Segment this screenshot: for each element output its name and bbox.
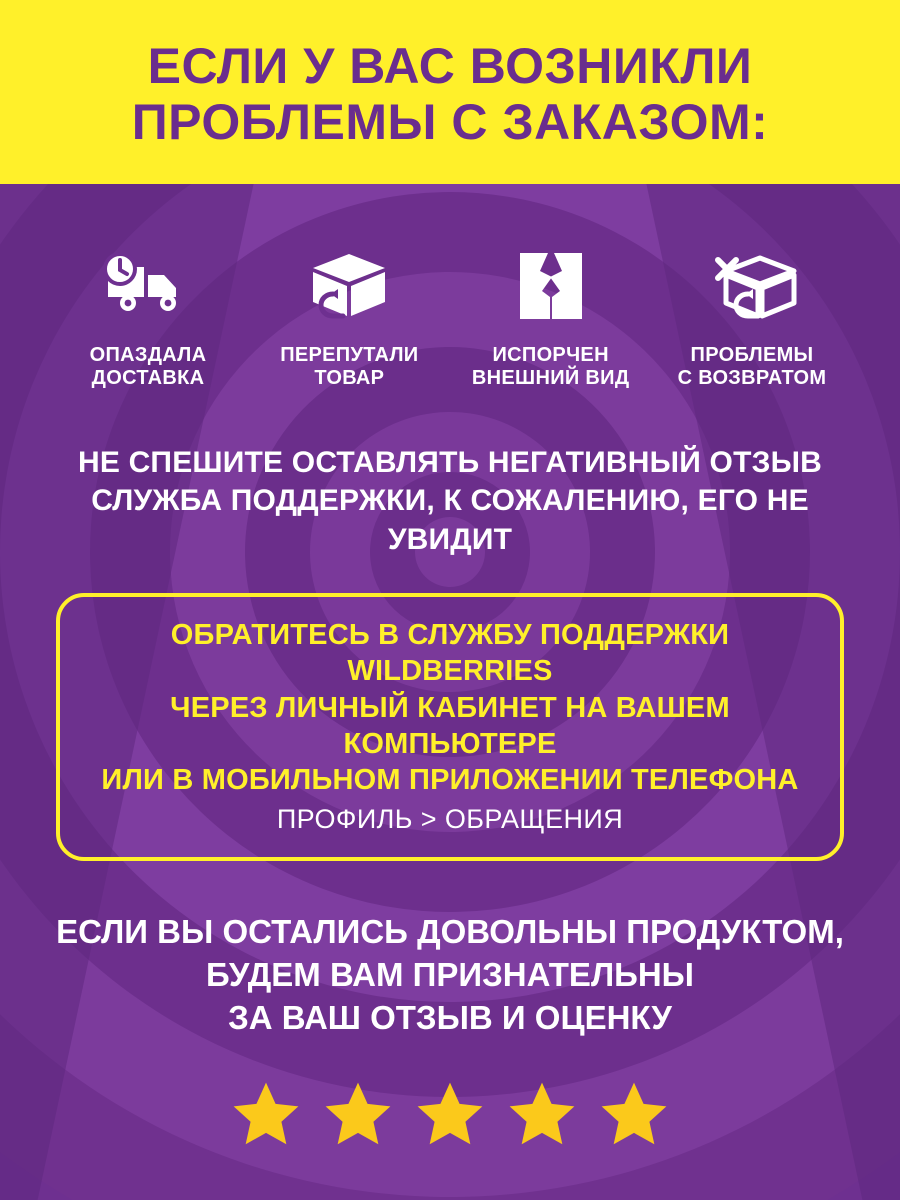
problem-label-line2: ДОСТАВКА: [91, 367, 205, 389]
problem-label-line2: ВНЕШНИЙ ВИД: [471, 367, 630, 389]
star-icon: [227, 1078, 305, 1152]
support-callout-box: [56, 593, 844, 861]
notice-line-2: СЛУЖБА ПОДДЕРЖКИ, К СОЖАЛЕНИЮ, ЕГО НЕ УВИДИТ: [91, 484, 809, 556]
problem-item-late-delivery: [58, 240, 238, 390]
negative-review-notice: [0, 444, 900, 559]
star-icon: [595, 1078, 673, 1152]
problem-item-damaged: [461, 240, 641, 390]
star-icon: [411, 1078, 489, 1152]
thanks-line-2: БУДЕМ ВАМ ПРИЗНАТЕЛЬНЫ: [206, 956, 694, 994]
problem-item-return-issue: [662, 240, 842, 390]
notice-line-1: НЕ СПЕШИТЕ ОСТАВЛЯТЬ НЕГАТИВНЫЙ ОТЗЫВ: [77, 446, 823, 479]
headline-line-1: ЕСЛИ У ВАС ВОЗНИКЛИ: [147, 38, 753, 94]
callout-navigation-path: ПРОФИЛЬ > ОБРАЩЕНИЯ: [276, 804, 624, 835]
star-icon: [319, 1078, 397, 1152]
delivery-truck-clock-icon: [58, 240, 238, 332]
headline-line-2: ПРОБЛЕМЫ С ЗАКАЗОМ:: [131, 94, 769, 150]
problem-label-line1: ИСПОРЧЕН: [492, 344, 609, 366]
box-swap-icon: [259, 240, 439, 332]
problem-label-line1: ПРОБЛЕМЫ: [690, 344, 814, 366]
thanks-message: [0, 911, 900, 1040]
problem-label-line2: ТОВАР: [314, 367, 385, 389]
thanks-line-1: ЕСЛИ ВЫ ОСТАЛИСЬ ДОВОЛЬНЫ ПРОДУКТОМ,: [56, 913, 844, 951]
problem-label-line1: ПЕРЕПУТАЛИ: [280, 344, 419, 366]
callout-line-1: ОБРАТИТЕСЬ В СЛУЖБУ ПОДДЕРЖКИ WILDBERRIES: [170, 619, 730, 688]
box-return-cross-icon: [662, 240, 842, 332]
rating-stars: [0, 1078, 900, 1152]
problem-label-line1: ОПАЗДАЛА: [89, 344, 207, 366]
callout-line-2: ЧЕРЕЗ ЛИЧНЫЙ КАБИНЕТ НА ВАШЕМ КОМПЬЮТЕРЕ: [170, 691, 730, 760]
problem-icon-row: [0, 184, 900, 390]
headline-banner: [0, 0, 900, 184]
star-icon: [503, 1078, 581, 1152]
torn-package-icon: [461, 240, 641, 332]
problem-item-wrong-item: [259, 240, 439, 390]
callout-line-3: ИЛИ В МОБИЛЬНОМ ПРИЛОЖЕНИИ ТЕЛЕФОНА: [101, 764, 799, 797]
thanks-line-3: ЗА ВАШ ОТЗЫВ И ОЦЕНКУ: [228, 999, 672, 1037]
problem-label-line2: С ВОЗВРАТОМ: [677, 367, 827, 389]
